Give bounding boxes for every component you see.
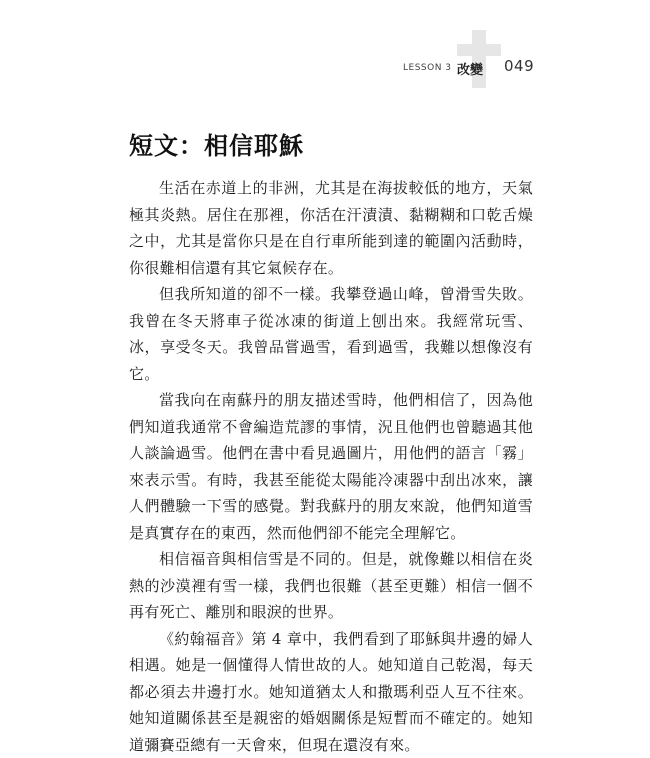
paragraph-5: 《約翰福音》第 4 章中，我們看到了耶穌與井邊的婦人相遇。她是一個懂得人情世故的人。她知道自己乾渴，每天都必須去井邊打水。她知道猶太人和撒瑪利亞人互不往來。她知道關係甚至是親密的婚姻關係是短暫而不確定的。她知道彌賽亞總有一天會來，但現在還沒有來。 (129, 626, 533, 758)
body-text (129, 175, 533, 758)
paragraph-3: 當我向在南蘇丹的朋友描述雪時，他們相信了，因為他們知道我通常不會編造荒謬的事情，況且他們也曾聽過其他人談論過雪。他們在書中看見過圖片，用他們的語言「霧」來表示雪。有時，我甚至能從太陽能冷凍器中刮出冰來，讓人們體驗一下雪的感覺。對我蘇丹的朋友來說，他們知道雪是真實存在的東西，然而他們卻不能完全理解它。 (129, 387, 533, 546)
paragraph-1: 生活在赤道上的非洲，尤其是在海拔較低的地方，天氣極其炎熱。居住在那裡，你活在汗漬漬、黏糊糊和口乾舌燥之中，尤其是當你只是在自行車所能到達的範圍內活動時，你很難相信還有其它氣候存在。 (129, 175, 533, 281)
header-chapter-title: 改變 (457, 59, 483, 78)
section-title: 短文：相信耶穌 (129, 126, 304, 161)
header-lesson-label: LESSON 3 (403, 63, 452, 73)
paragraph-4: 相信福音與相信雪是不同的。但是，就像難以相信在炎熱的沙漠裡有雪一樣，我們也很難（甚至更難）相信一個不再有死亡、離別和眼淚的世界。 (129, 546, 533, 626)
page-number: 049 (504, 57, 534, 75)
paragraph-2: 但我所知道的卻不一樣。我攀登過山峰，曾滑雪失敗。我曾在冬天將車子從冰凍的街道上刨出來。我經常玩雪、冰，享受冬天。我曾品嘗過雪，看到過雪，我難以想像沒有它。 (129, 281, 533, 387)
